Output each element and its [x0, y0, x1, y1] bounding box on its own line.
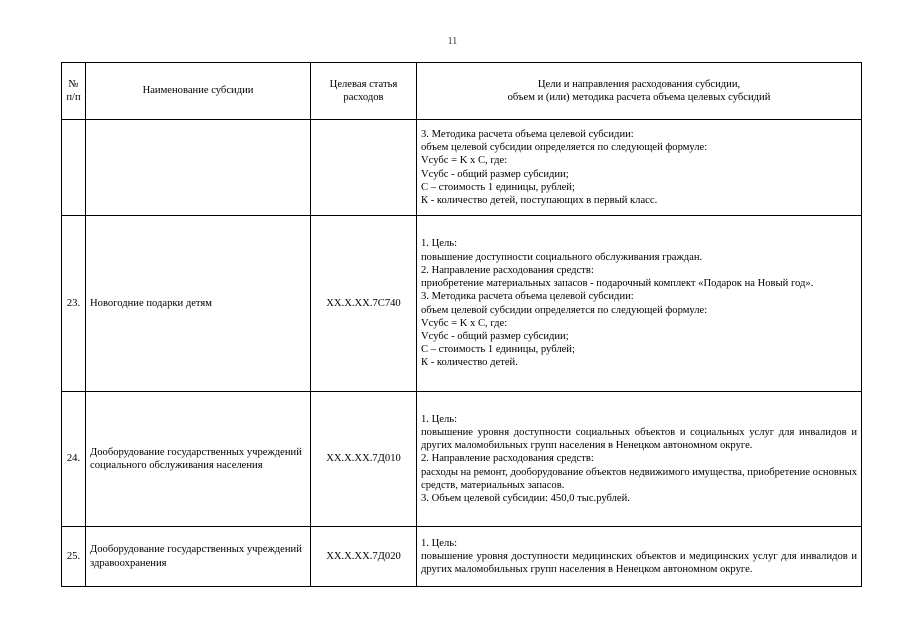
row-number: 24.: [62, 392, 86, 527]
table-row: [62, 392, 862, 527]
description-line: 2. Направление расходования средств:: [421, 264, 594, 276]
subsidy-description: [417, 392, 862, 527]
header-goals: [417, 63, 862, 120]
description-line: 3. Методика расчета объема целевой субсидии:: [421, 291, 634, 303]
header-number: № п/п: [62, 63, 86, 120]
header-target-article: Целевая статья расходов: [311, 63, 417, 120]
description-line: расходы на ремонт, дооборудование объектов недвижимого имущества, приобретение основных средств, материальных запасов.: [421, 466, 857, 491]
subsidy-description: [417, 216, 862, 392]
description-line: К - количество детей.: [421, 357, 518, 369]
description-line: Vсубс - общий размер субсидии;: [421, 330, 569, 342]
subsidy-description: [417, 120, 862, 216]
subsidy-table: [61, 62, 862, 587]
subsidy-description: [417, 527, 862, 587]
description-line: 3. Объем целевой субсидии: 450,0 тыс.рублей.: [421, 493, 630, 504]
description-line: 1. Цель:: [421, 413, 458, 425]
page-number: 11: [447, 36, 458, 47]
description-line: Vсубс = K x C, где:: [421, 155, 508, 167]
description-line: С – стоимость 1 единицы, рублей;: [421, 181, 575, 193]
description-line: Vсубс - общий размер субсидии;: [421, 168, 569, 180]
subsidy-name: [86, 120, 311, 216]
target-article-code: XX.X.XX.7С740: [311, 216, 417, 392]
header-subsidy-name: Наименование субсидии: [86, 63, 311, 120]
description-line: объем целевой субсидии определяется по следующей формуле:: [421, 304, 708, 316]
description-line: 1. Цель:: [421, 238, 458, 250]
subsidy-name: Дооборудование государственных учреждений здравоохранения: [86, 527, 311, 587]
row-number: [62, 120, 86, 216]
description-line: повышение доступности социального обслуживания граждан.: [421, 251, 703, 263]
description-line: К - количество детей, поступающих в первый класс.: [421, 194, 658, 206]
description-line: 3. Методика расчета объема целевой субсидии:: [421, 128, 634, 140]
subsidy-name: Дооборудование государственных учреждений социального обслуживания населения: [86, 392, 311, 527]
description-line: 2. Направление расходования средств:: [421, 453, 594, 465]
header-goals-line-2: объем и (или) методика расчета объема целевых субсидий: [507, 92, 771, 103]
description-line: повышение уровня доступности медицинских объектов и медицинских услуг для инвалидов и других маломобильных групп населения в Ненецком автономном округе.: [421, 550, 857, 576]
description-line: повышение уровня доступности социальных объектов и социальных услуг для инвалидов и других маломобильных групп населения в Ненецком автономном округе.: [421, 426, 857, 452]
target-article-code: [311, 120, 417, 216]
description-line: приобретение материальных запасов - подарочный комплект «Подарок на Новый год».: [421, 278, 814, 290]
table-row: [62, 216, 862, 392]
description-line: объем целевой субсидии определяется по следующей формуле:: [421, 142, 708, 154]
table-row: [62, 120, 862, 216]
description-line: 1. Цель:: [421, 537, 458, 549]
row-number: 23.: [62, 216, 86, 392]
target-article-code: XX.X.XX.7Д020: [311, 527, 417, 587]
description-line: Vсубс = K x C, где:: [421, 317, 508, 329]
header-goals-line-1: Цели и направления расходования субсидии,: [537, 78, 741, 90]
table-row: [62, 527, 862, 587]
description-line: С – стоимость 1 единицы, рублей;: [421, 344, 575, 356]
target-article-code: XX.X.XX.7Д010: [311, 392, 417, 527]
row-number: 25.: [62, 527, 86, 587]
table-header-row: [62, 63, 862, 120]
subsidy-name: Новогодние подарки детям: [86, 216, 311, 392]
